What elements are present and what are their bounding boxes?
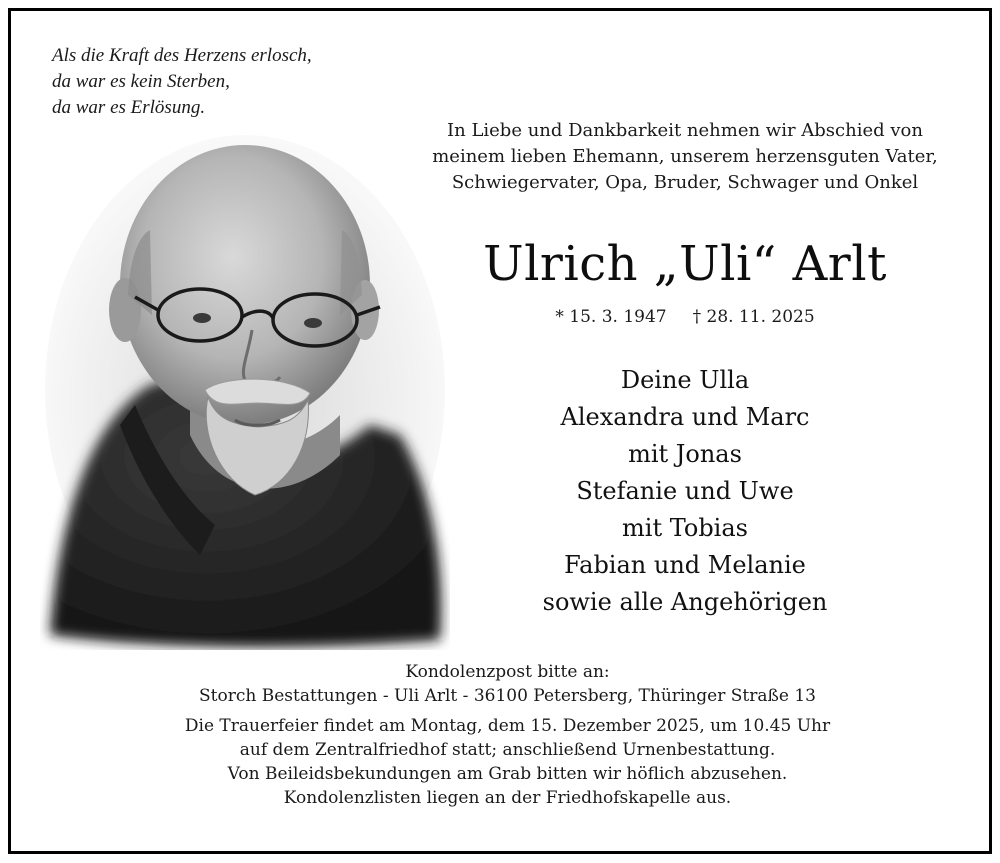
intro-line: In Liebe und Dankbarkeit nehmen wir Abschied von: [447, 120, 923, 141]
birth-date: * 15. 3. 1947: [555, 307, 667, 327]
family-line: Alexandra und Marc: [560, 403, 810, 431]
intro-line: meinem lieben Ehemann, unserem herzensguten Vater,: [432, 146, 938, 167]
family-line: Fabian und Melanie: [564, 551, 806, 579]
poem-line: da war es Erlösung.: [52, 97, 206, 118]
portrait-photo: [40, 135, 450, 650]
family-list: [420, 362, 950, 621]
family-line: sowie alle Angehörigen: [542, 588, 828, 616]
poem-line: da war es kein Sterben,: [52, 71, 230, 92]
family-line: Deine Ulla: [620, 366, 750, 394]
family-line: mit Tobias: [622, 514, 748, 542]
poem-line: Als die Kraft des Herzens erlosch,: [52, 45, 312, 66]
eye-left: [193, 313, 211, 323]
death-date: † 28. 11. 2025: [692, 307, 815, 327]
life-dates: [420, 304, 950, 330]
intro-text: [400, 118, 970, 196]
poem: [52, 43, 312, 121]
condolence-header: Kondolenzpost bitte an:: [405, 662, 610, 682]
deceased-name: Ulrich „Uli“ Arlt: [483, 236, 887, 292]
footer-notice: [40, 660, 975, 810]
eye-right: [304, 318, 322, 328]
footer-line: Von Beileidsbekundungen am Grab bitten wir höflich abzusehen.: [227, 764, 788, 784]
footer-line: auf dem Zentralfriedhof statt; anschließend Urnenbestattung.: [239, 740, 776, 760]
intro-line: Schwiegervater, Opa, Bruder, Schwager und Onkel: [451, 172, 919, 193]
condolence-address: Storch Bestattungen - Uli Arlt - 36100 Petersberg, Thüringer Straße 13: [199, 686, 816, 706]
family-line: Stefanie und Uwe: [576, 477, 794, 505]
footer-line: Die Trauerfeier findet am Montag, dem 15. Dezember 2025, um 10.45 Uhr: [184, 716, 831, 736]
family-line: mit Jonas: [628, 440, 742, 468]
footer-line: Kondolenzlisten liegen an der Friedhofskapelle aus.: [283, 788, 732, 808]
